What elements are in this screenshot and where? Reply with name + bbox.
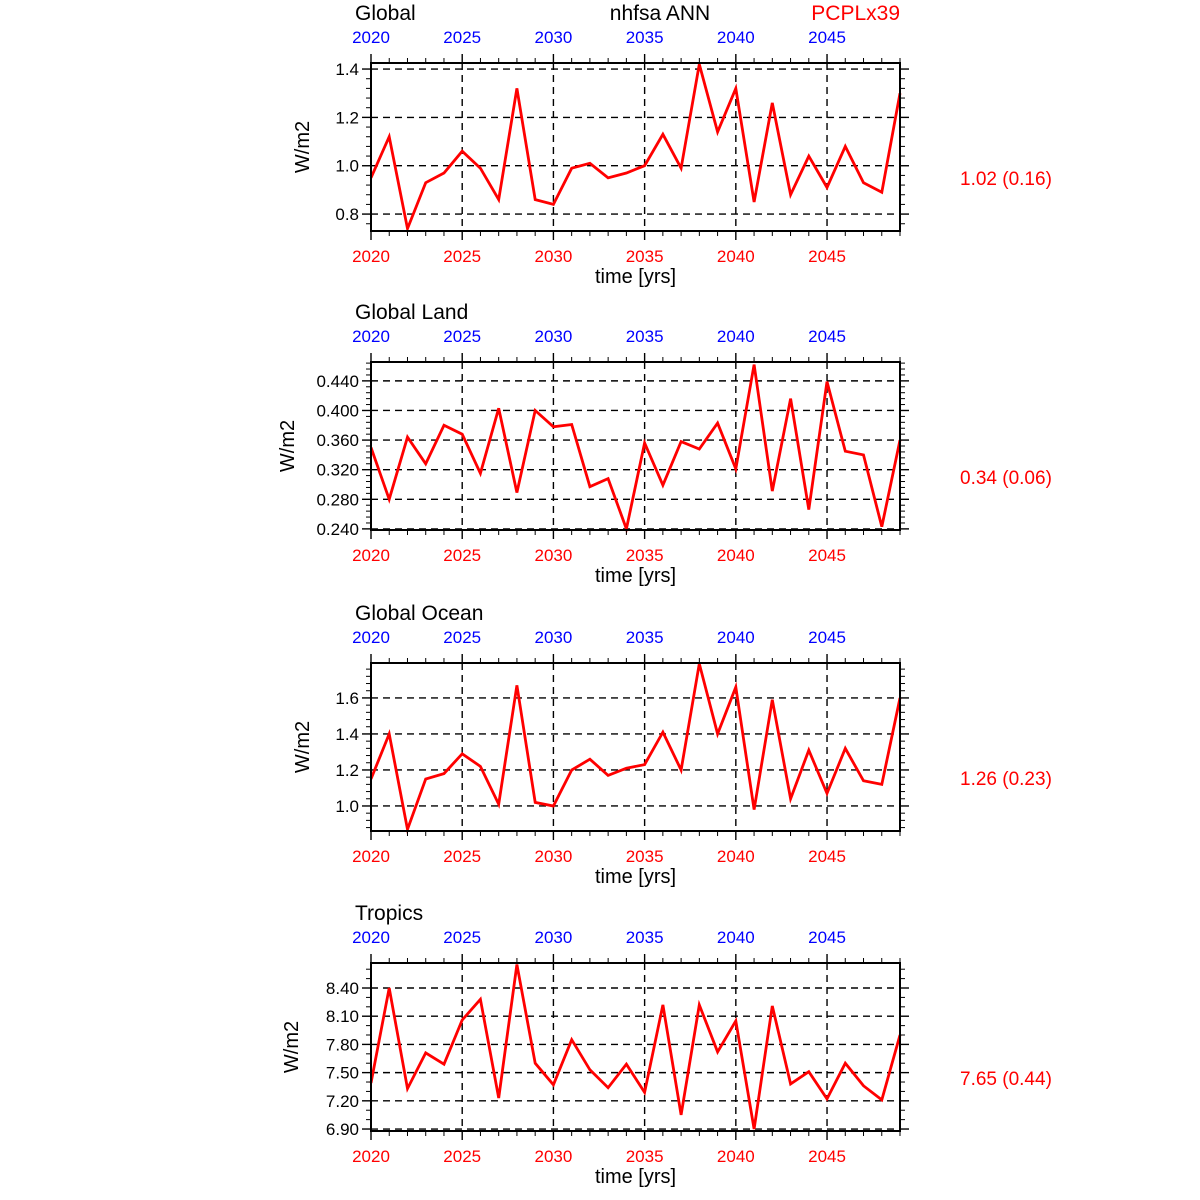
top-axis-year-label: 2045	[808, 628, 846, 647]
top-axis-year-label: 2030	[534, 628, 573, 647]
y-axis-tick-label: 0.320	[316, 460, 359, 480]
panel-2-y-axis-title: W/m2	[277, 419, 299, 473]
y-axis-tick-label: 1.4	[335, 724, 359, 744]
top-axis-year-label: 2025	[443, 628, 482, 647]
y-axis-tick-label: 1.2	[335, 108, 359, 128]
panel-1-title: Global	[355, 2, 416, 25]
top-axis-year-label: 2020	[352, 28, 390, 47]
panel-3-y-axis-title: W/m2	[292, 720, 314, 774]
y-axis-tick-label: 1.0	[335, 796, 359, 816]
y-axis-tick-label: 1.0	[335, 156, 359, 176]
bottom-axis-year-label: 2030	[534, 546, 573, 565]
bottom-axis-year-label: 2025	[443, 847, 482, 866]
y-axis-tick-label: 8.10	[325, 1007, 359, 1027]
top-axis-year-label: 2040	[716, 928, 755, 947]
panel-4-mean-stddev: 7.65 (0.44)	[960, 1069, 1052, 1090]
y-axis-tick-label: 7.20	[325, 1091, 359, 1111]
panel-2-title: Global Land	[355, 301, 469, 324]
top-axis-year-label: 2040	[716, 628, 755, 647]
panel-tropics	[326, 928, 909, 1166]
y-axis-tick-label: 0.400	[316, 401, 359, 421]
bottom-axis-year-label: 2030	[534, 847, 573, 866]
panel-1-x-axis-title: time [yrs]	[594, 266, 677, 288]
y-axis-tick-label: 0.360	[316, 431, 359, 451]
y-axis-tick-label: 7.80	[325, 1035, 359, 1055]
bottom-axis-year-label: 2020	[352, 847, 390, 866]
top-axis-year-label: 2035	[625, 327, 664, 346]
y-axis-tick-label: 0.8	[335, 205, 359, 225]
figure-right-title: PCPLx39	[811, 2, 900, 25]
panel-3-x-axis-title: time [yrs]	[594, 866, 677, 888]
bottom-axis-year-label: 2040	[716, 247, 755, 266]
bottom-axis-year-label: 2040	[716, 847, 755, 866]
panel-global-land	[316, 327, 909, 565]
top-axis-year-label: 2030	[534, 928, 573, 947]
bottom-axis-year-label: 2025	[443, 546, 482, 565]
y-axis-tick-label: 1.2	[335, 760, 359, 780]
y-axis-tick-label: 6.90	[325, 1120, 359, 1140]
bottom-axis-year-label: 2020	[352, 1147, 390, 1166]
top-axis-year-label: 2035	[625, 628, 664, 647]
top-axis-year-label: 2020	[352, 327, 390, 346]
data-line	[371, 965, 900, 1130]
bottom-axis-year-label: 2020	[352, 247, 390, 266]
y-axis-tick-label: 0.280	[316, 490, 359, 510]
panel-3-title: Global Ocean	[355, 602, 484, 625]
data-line	[371, 664, 900, 830]
bottom-axis-year-label: 2035	[625, 847, 664, 866]
panel-2-mean-stddev: 0.34 (0.06)	[960, 468, 1052, 489]
y-axis-tick-label: 1.6	[335, 688, 359, 708]
top-axis-year-label: 2045	[808, 28, 846, 47]
y-axis-tick-label: 7.50	[325, 1063, 359, 1083]
bottom-axis-year-label: 2045	[808, 847, 846, 866]
top-axis-year-label: 2025	[443, 28, 482, 47]
figure-center-title: nhfsa ANN	[609, 2, 711, 25]
top-axis-year-label: 2040	[716, 28, 755, 47]
bottom-axis-year-label: 2030	[534, 247, 573, 266]
panel-3-mean-stddev: 1.26 (0.23)	[960, 769, 1052, 790]
panel-4-y-axis-title: W/m2	[281, 1020, 303, 1074]
bottom-axis-year-label: 2040	[716, 546, 755, 565]
top-axis-year-label: 2030	[534, 327, 573, 346]
y-axis-tick-label: 8.40	[325, 979, 359, 999]
top-axis-year-label: 2040	[716, 327, 755, 346]
bottom-axis-year-label: 2020	[352, 546, 390, 565]
top-axis-year-label: 2035	[625, 28, 664, 47]
bottom-axis-year-label: 2045	[808, 546, 846, 565]
y-axis-tick-label: 0.240	[316, 519, 359, 539]
panel-1-y-axis-title: W/m2	[292, 120, 314, 174]
y-axis-tick-label: 1.4	[335, 60, 359, 80]
top-axis-year-label: 2045	[808, 928, 846, 947]
y-axis-tick-label: 0.440	[316, 371, 359, 391]
bottom-axis-year-label: 2035	[625, 546, 664, 565]
data-line	[371, 64, 900, 228]
bottom-axis-year-label: 2040	[716, 1147, 755, 1166]
top-axis-year-label: 2035	[625, 928, 664, 947]
bottom-axis-year-label: 2035	[625, 247, 664, 266]
top-axis-year-label: 2020	[352, 928, 390, 947]
panel-2-x-axis-title: time [yrs]	[594, 565, 677, 587]
top-axis-year-label: 2030	[534, 28, 573, 47]
panel-1-mean-stddev: 1.02 (0.16)	[960, 169, 1052, 190]
panel-4-title: Tropics	[355, 902, 424, 925]
top-axis-year-label: 2025	[443, 327, 482, 346]
top-axis-year-label: 2025	[443, 928, 482, 947]
panel-global-ocean	[335, 628, 909, 866]
bottom-axis-year-label: 2045	[808, 1147, 846, 1166]
bottom-axis-year-label: 2025	[443, 247, 482, 266]
bottom-axis-year-label: 2025	[443, 1147, 482, 1166]
panel-global	[335, 28, 909, 266]
top-axis-year-label: 2020	[352, 628, 390, 647]
bottom-axis-year-label: 2035	[625, 1147, 664, 1166]
bottom-axis-year-label: 2030	[534, 1147, 573, 1166]
top-axis-year-label: 2045	[808, 327, 846, 346]
panel-4-x-axis-title: time [yrs]	[594, 1166, 677, 1188]
bottom-axis-year-label: 2045	[808, 247, 846, 266]
data-line	[371, 365, 900, 529]
